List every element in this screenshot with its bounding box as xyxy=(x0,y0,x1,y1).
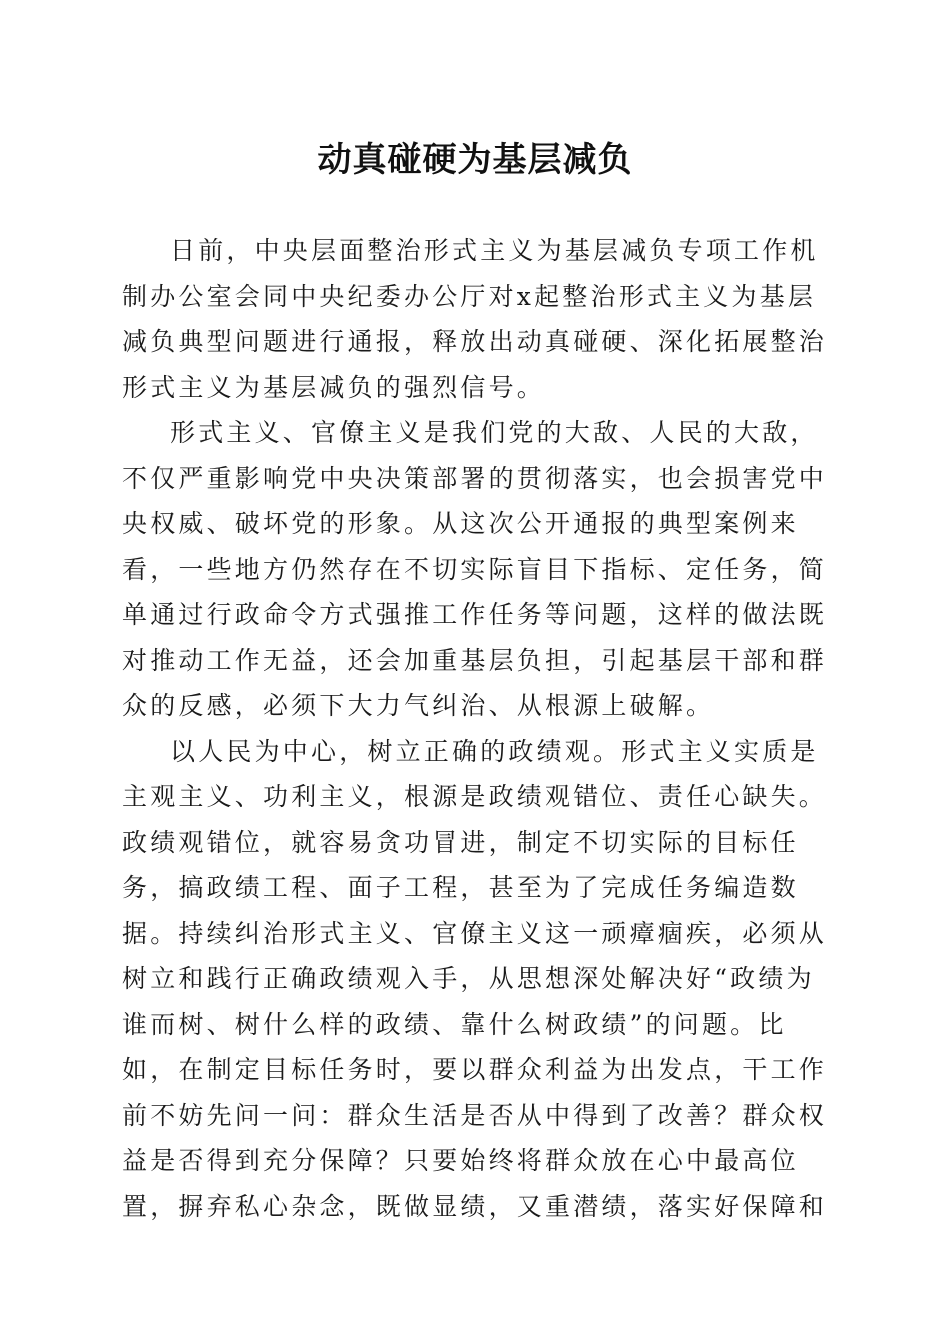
document-body xyxy=(122,228,842,1229)
paragraph-2: 形式主义、官僚主义是我们党的大敌、人民的大敌，不仅严重影响党中央决策部署的贯彻落实，也会损害党中央权威、破坏党的形象。从这次公开通报的典型案例来看，一些地方仍然存在不切实际盲目下指标、定任务，简单通过行政命令方式强推工作任务等问题，这样的做法既对推动工作无益，还会加重基层负担，引起基层干部和群众的反感，必须下大力气纠治、从根源上破解。 xyxy=(122,418,828,720)
document-title: 动真碰硬为基层减负 xyxy=(317,140,633,180)
paragraph-1: 日前，中央层面整治形式主义为基层减负专项工作机制办公室会同中央纪委办公厅对x起整治形式主义为基层减负典型问题进行通报，释放出动真碰硬、深化拓展整治形式主义为基层减负的强烈信号。 xyxy=(122,236,828,402)
paragraph-3: 以人民为中心，树立正确的政绩观。形式主义实质是主观主义、功利主义，根源是政绩观错位、责任心缺失。政绩观错位，就容易贪功冒进，制定不切实际的目标任务，搞政绩工程、面子工程，甚至为了完成任务编造数据。持续纠治形式主义、官僚主义这一顽瘴痼疾，必须从树立和践行正确政绩观入手，从思想深处解决好“政绩为谁而树、树什么样的政绩、靠什么树政绩”的问题。比如，在制定目标任务时，要以群众利益为出发点，干工作前不妨先问一问：群众生活是否从中得到了改善？群众权益是否得到充分保障？只要始终将群众放在心中最高位置，摒弃私心杂念，既做显绩，又重潜绩，落实好保障和 xyxy=(122,736,828,1221)
